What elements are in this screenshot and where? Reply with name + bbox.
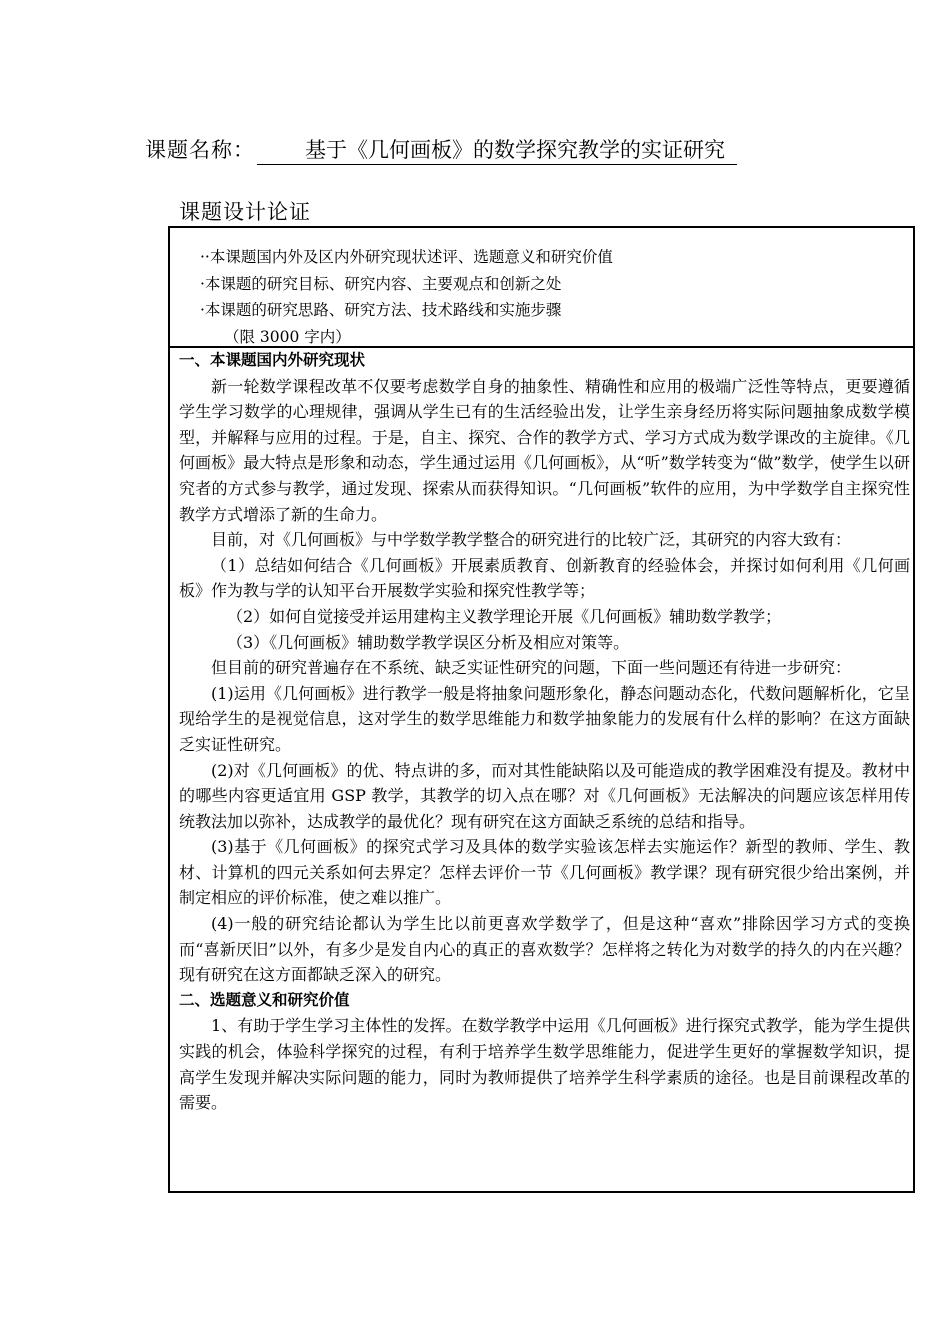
argument-table bbox=[168, 226, 915, 1193]
list-item: (4)一般的研究结论都认为学生比以前更喜欢学数学了，但是这种“喜欢”排除因学习方式的变换而“喜新厌旧”以外，有多少是发自内心的真正的喜欢数学？怎样将之转化为对数学的持久的内在兴趣？现有研究在这方面都缺乏深入的研究。 bbox=[179, 914, 910, 985]
list-item: (3)基于《几何画板》的探究式学习及具体的数学实验该怎样去实施运作？新型的教师、学生、教材、计算机的四元关系如何去界定？怎样去评价一节《几何画板》教学课？现有研究很少给出案例，并制定相应的评价标准，使之难以推广。 bbox=[179, 837, 910, 908]
topic-title-line bbox=[145, 134, 737, 166]
heading-significance: 二、选题意义和研究价值 bbox=[179, 990, 350, 1009]
list-item: (1)运用《几何画板》进行教学一般是将抽象问题形象化，静态问题动态化，代数问题解析化，它呈现给学生的是视觉信息，这对学生的数学思维能力和数学抽象能力的发展有什么样的影响？在这方面缺乏实证性研究。 bbox=[179, 683, 910, 754]
list-item: （1）总结如何结合《几何画板》开展素质教育、创新教育的经验体会，并探讨如何利用《几何画板》作为教与学的认知平台开展数学实验和探究性教学等； bbox=[179, 555, 910, 601]
topic-label: 课题名称： bbox=[145, 138, 255, 162]
list-item: （2）如何自觉接受并运用建构主义教学理论开展《几何画板》辅助数学教学； bbox=[227, 606, 782, 626]
paragraph: 新一轮数学课程改革不仅要考虑数学自身的抽象性、精确性和应用的极端广泛性等特点，更要遵循学生学习数学的心理规律，强调从学生已有的生活经验出发，让学生亲身经历将实际问题抽象成数学模型，并解释与应用的过程。于是，自主、探究、合作的教学方式、学习方式成为数学课改的主旋律。《几何画板》最大特点是形象和动态，学生通过运用《几何画板》，从“听”数学转变为“做”数学，使学生以研究者的方式参与教学，通过发现、探索从而获得知识。“几何画板”软件的应用，为中学数学自主探究性教学方式增添了新的生命力。 bbox=[179, 376, 910, 524]
section-heading: 课题设计论证 bbox=[179, 200, 311, 224]
argument-content bbox=[179, 348, 910, 1116]
prompt-line-3: ·本课题的研究思路、研究方法、技术路线和实施步骤 bbox=[200, 301, 562, 319]
topic-value: 基于《几何画板》的数学探究教学的实证研究 bbox=[257, 136, 737, 165]
list-item: （3）《几何画板》辅助数学教学误区分析及相应对策等。 bbox=[227, 632, 630, 652]
paragraph: 目前，对《几何画板》与中学数学教学整合的研究进行的比较广泛，其研究的内容大致有： bbox=[211, 530, 852, 550]
list-item: (2)对《几何画板》的优、特点讲的多，而对其性能缺陷以及可能造成的教学困难没有提及。教材中的哪些内容更适宜用 GSP 教学，其教学的切入点在哪？对《几何画板》无法解决的问题应该怎样用传统教法加以弥补，达成教学的最优化？现有研究在这方面缺乏系统的总结和指导。 bbox=[179, 760, 910, 831]
prompt-line-1: ··本课题国内外及区内外研究现状述评、选题意义和研究价值 bbox=[200, 248, 613, 266]
prompt-limit: （限 3000 字内） bbox=[224, 327, 351, 346]
paragraph: 但目前的研究普遍存在不系统、缺乏实证性研究的问题，下面一些问题还有待进一步研究： bbox=[211, 658, 852, 678]
heading-research-status: 一、本课题国内外研究现状 bbox=[179, 351, 366, 369]
paragraph: 1、有助于学生学习主体性的发挥。在数学教学中运用《几何画板》进行探究式教学，能为学生提供实践的机会，体验科学探究的过程，有利于培养学生数学思维能力，促进学生更好的掌握数学知识，提高学生发现并解决实际问题的能力，同时为教师提供了培养学生科学素质的途径。也是目前课程改革的需要。 bbox=[179, 1016, 910, 1113]
prompt-line-2: ·本课题的研究目标、研究内容、主要观点和创新之处 bbox=[200, 274, 562, 293]
prompt-box bbox=[170, 228, 913, 348]
